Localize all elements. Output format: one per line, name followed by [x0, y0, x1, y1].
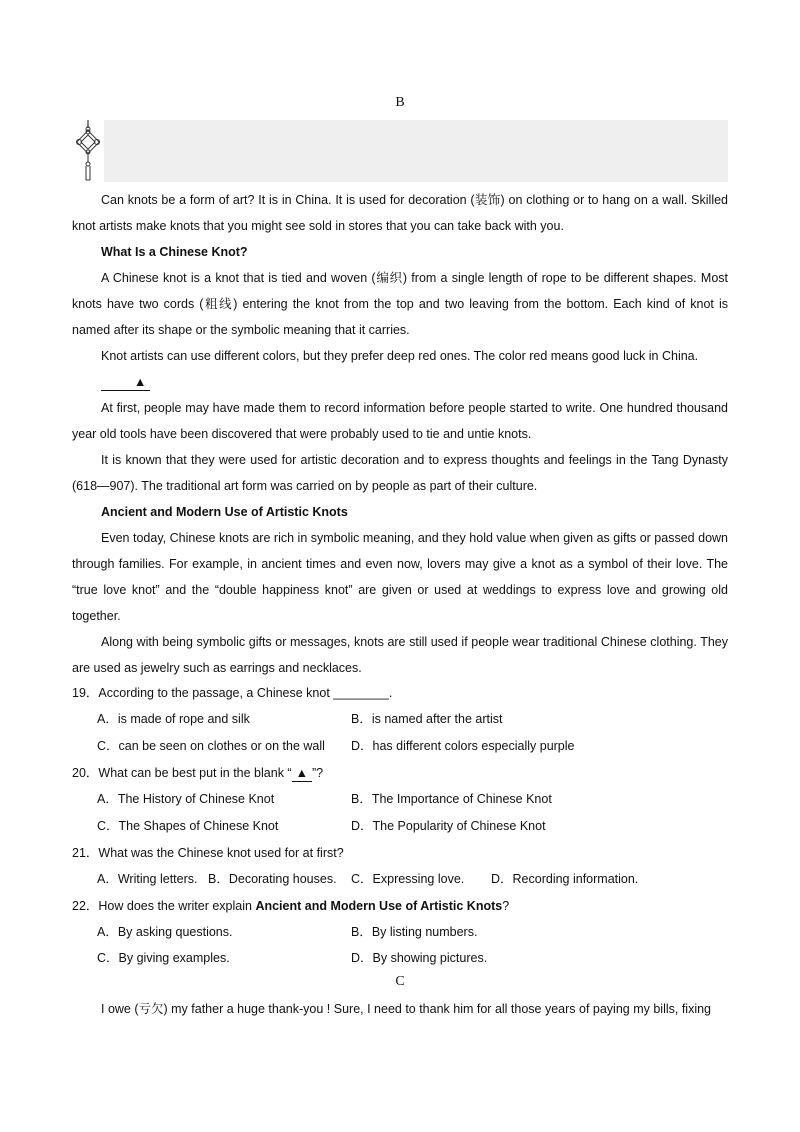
question-22-stem-end: ? [502, 899, 510, 913]
question-22-stem-heading: Ancient and Modern Use of Artistic Knots [255, 899, 503, 913]
question-19-option-d[interactable]: D．has different colors especially purple [351, 739, 575, 753]
question-22-option-d[interactable]: D．By showing pictures. [351, 951, 488, 965]
passage-b-intro: Can knots be a form of art? It is in China. It is used for decoration (装饰) on clothing or to hang on a wall. Skilled knot artists make knots that you might see sold in stores that you can take back with you. [72, 193, 728, 233]
question-22-stem [72, 896, 728, 916]
section-letter-c: C [395, 974, 405, 989]
chinese-knot-icon [76, 120, 100, 182]
question-20-stem [72, 763, 728, 783]
question-20-option-d[interactable]: D．The Popularity of Chinese Knot [351, 819, 546, 833]
section-letter-b: B [395, 95, 405, 110]
question-19-option-b[interactable]: B．is named after the artist [351, 712, 503, 726]
passage-c-paragraph-1: I owe (亏欠) my father a huge thank-you ! Sure, I need to thank him for all those years of paying my bills, fixing [101, 1002, 712, 1016]
passage-b-paragraph-3: At first, people may have made them to record information before people started to write. One hundred thousand year old tools have been discovered that were probably used to tie and untie knots. [72, 401, 728, 441]
passage-b-paragraph-1: A Chinese knot is a knot that is tied and woven (编织) from a single length of rope to be different shapes. Most knots have two cords (粗线) entering the knot from the top and two leaving from the bottom. Each kind of knot is named after its shape or the symbolic meaning that it carries. [72, 271, 728, 337]
blank-triangle-marker: ▲ [101, 374, 150, 391]
passage-b-paragraph-2: Knot artists can use different colors, but they prefer deep red ones. The color red means good luck in China. [101, 349, 699, 363]
heading-blank [72, 369, 728, 395]
question-20-stem-text: 20．What can be best put in the blank “ [72, 766, 292, 780]
question-21-option-a[interactable]: A．Writing letters. [97, 872, 198, 886]
question-20-option-a[interactable]: A．The History of Chinese Knot [97, 792, 275, 806]
question-20-option-c[interactable]: C．The Shapes of Chinese Knot [97, 819, 279, 833]
question-22-option-b[interactable]: B．By listing numbers. [351, 925, 478, 939]
decorative-banner [104, 120, 728, 182]
question-21-option-b[interactable]: B．Decorating houses. [208, 872, 337, 886]
passage-b-paragraph-5: Even today, Chinese knots are rich in symbolic meaning, and they hold value when given as gifts or passed down through families. For example, in ancient times and even now, lovers may give a knot as a symbol of their love. The “true love knot” and the “double happiness knot” are given or used at weddings to express love and growing old together. [72, 531, 728, 623]
heading-ancient-modern-use: Ancient and Modern Use of Artistic Knots [101, 505, 348, 519]
question-19-option-c[interactable]: C．can be seen on clothes or on the wall [97, 739, 325, 753]
passage-b-paragraph-6: Along with being symbolic gifts or messages, knots are still used if people wear traditional Chinese clothing. They are used as jewelry such as earrings and necklaces. [72, 635, 728, 675]
question-22-stem-text: 22．How does the writer explain [72, 899, 256, 913]
question-22-option-a[interactable]: A．By asking questions. [97, 925, 233, 939]
question-22-option-c[interactable]: C．By giving examples. [97, 951, 230, 965]
question-19-option-a[interactable]: A．is made of rope and silk [97, 712, 250, 726]
heading-what-is-chinese-knot: What Is a Chinese Knot? [101, 245, 248, 259]
question-21-option-d[interactable]: D．Recording information. [491, 872, 639, 886]
question-20-option-b[interactable]: B．The Importance of Chinese Knot [351, 792, 552, 806]
question-20-stem-end: ”? [311, 766, 324, 780]
passage-b-paragraph-4: It is known that they were used for artistic decoration and to express thoughts and feelings in the Tang Dynasty (618—907). The traditional art form was carried on by people as part of their culture. [72, 453, 728, 493]
question-21-option-c[interactable]: C．Expressing love. [351, 872, 465, 886]
question-20-blank-marker: ▲ [292, 765, 312, 782]
question-19-stem: 19．According to the passage, a Chinese knot ________. [72, 686, 393, 700]
question-21-stem: 21．What was the Chinese knot used for at first? [72, 846, 344, 860]
